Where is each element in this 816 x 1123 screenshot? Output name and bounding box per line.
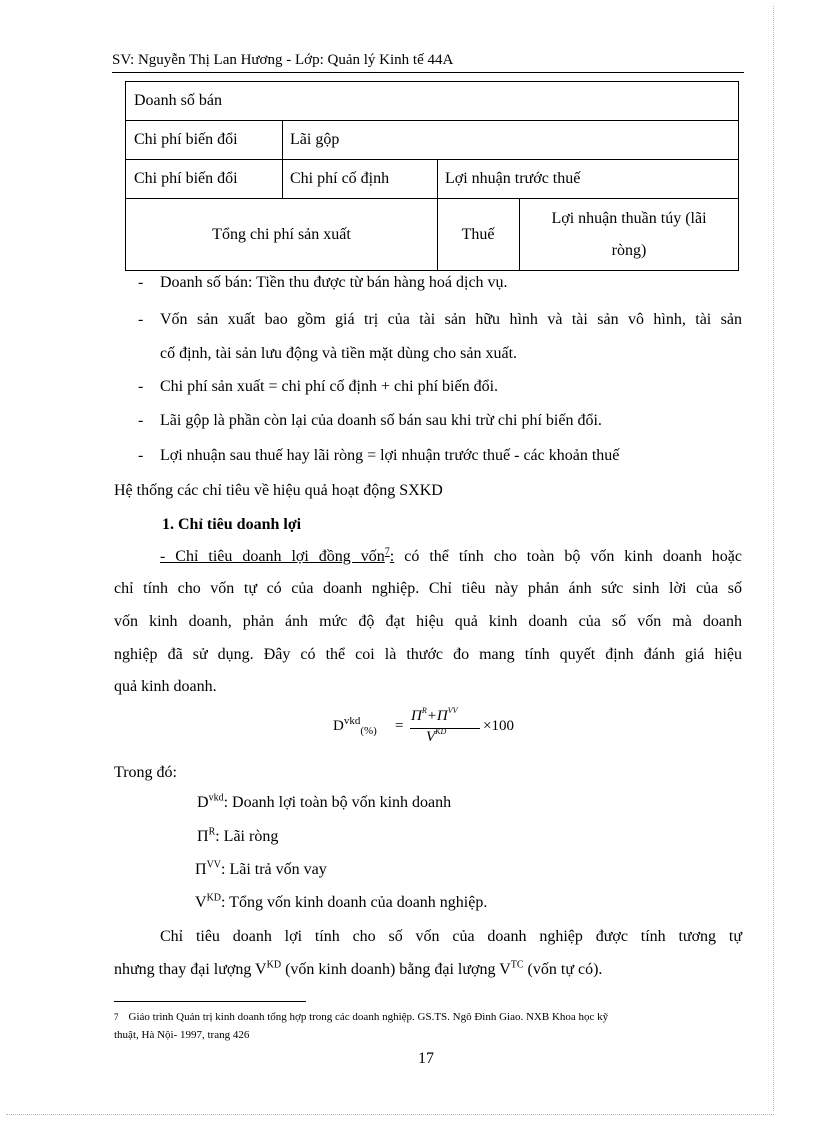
running-header: SV: Nguyễn Thị Lan Hương - Lớp: Quản lý Kinh tế 44A	[112, 52, 454, 68]
formula-denominator: $V^{KD}$	[426, 727, 447, 745]
bullet-gross-profit: Lãi gộp là phần còn lại của doanh số bán sau khi trừ chi phí biến đổi.	[160, 412, 602, 429]
def-total-capital: $V^{KD}$: Tổng vốn kinh doanh của doanh nghiệp.	[195, 892, 488, 911]
bullet-dash: -	[138, 311, 144, 328]
net-profit-line-2: ròng)	[611, 241, 647, 259]
para1-line-1: - Chỉ tiêu doanh lợi đồng vốn$^7$: có thể tính cho toàn bộ vốn kinh doanh hoặc	[160, 546, 743, 565]
bullet-dash: -	[138, 274, 144, 291]
footnote-rule	[114, 1001, 306, 1002]
formula-numerator: $\Pi^R+\Pi^{VV}$	[411, 706, 458, 724]
bullet-dash: -	[138, 447, 144, 464]
table-cell-sales: Doanh số bán	[134, 92, 222, 109]
table-rule	[282, 120, 283, 198]
def-net-profit: $\Pi^R$: Lãi ròng	[197, 826, 279, 845]
bullet-capital-line-2: cố định, tài sản lưu động và tiền mặt dùng cho sản xuất.	[160, 345, 518, 362]
formula-equals: =	[395, 718, 404, 734]
formula-lhs: $D^{vkd}_{(\%)}$	[333, 715, 377, 737]
def-dvkd: $D^{vkd}$: Doanh lợi toàn bộ vốn kinh doanh	[197, 792, 452, 811]
page-shadow-right	[773, 6, 774, 1111]
def-loan-interest: $\Pi^{VV}$: Lãi trả vốn vay	[195, 859, 327, 878]
para1-line-5: quả kinh doanh.	[114, 678, 217, 695]
page-shadow-bottom	[6, 1114, 774, 1115]
footnote-line-1: 7 Giáo trình Quản trị kinh doanh tổng hợp trong các doanh nghiệp. GS.TS. Ngô Đình Giao. NXB Khoa học kỹ	[114, 1011, 609, 1023]
section-line: Hệ thống các chỉ tiêu về hiệu quả hoạt động SXKD	[114, 482, 443, 499]
para1-line-2: chỉ tính cho vốn tự có của doanh nghiệp. Chỉ tiêu này phản ánh sức sinh lời của số	[114, 580, 742, 597]
bullet-production-cost: Chi phí sản xuất = chi phí cố định + chi phí biến đổi.	[160, 378, 499, 395]
bullet-sales: Doanh số bán: Tiền thu được từ bán hàng hoá dịch vụ.	[160, 274, 508, 291]
table-cell-pretax-profit: Lợi nhuận trước thuế	[445, 169, 581, 187]
footnote-ref[interactable]: 7	[384, 546, 390, 558]
table-cell-total-cost: Tổng chi phí sản xuất	[212, 225, 351, 243]
para2-line-2: nhưng thay đại lượng $V^{KD}$ (vốn kinh doanh) bằng đại lượng $V^{TC}$ (vốn tự có).	[114, 959, 603, 978]
table-cell-gross-profit: Lãi gộp	[290, 130, 340, 148]
para1-line-3: vốn kinh doanh, phản ánh mức độ đạt hiệu quả kinh doanh của số vốn mà doanh	[114, 613, 742, 630]
bullet-capital-line-1: Vốn sản xuất bao gồm giá trị của tài sản hữu hình và tài sản vô hình, tài sản	[160, 311, 742, 328]
formula-multiplier: ×100	[483, 718, 514, 734]
table-cell-variable-cost: Chi phí biến đổi	[134, 169, 238, 187]
bullet-dash: -	[138, 412, 144, 429]
para1-line-4: nghiệp đã sử dụng. Đây có thể coi là thước đo mang tính quyết định đánh giá hiệu	[114, 646, 742, 663]
table-cell-variable-cost: Chi phí biến đổi	[134, 130, 238, 148]
para2-line-1: Chỉ tiêu doanh lợi tính cho số vốn của doanh nghiệp được tính tương tự	[160, 928, 742, 945]
table-cell-tax: Thuế	[461, 225, 495, 243]
formula-dvkd	[333, 706, 533, 750]
footnote	[114, 1008, 744, 1044]
header-rule	[112, 72, 744, 73]
where-label: Trong đó:	[114, 764, 177, 781]
table-cell-fixed-cost: Chi phí cố định	[290, 169, 390, 187]
table-cell-net-profit	[519, 198, 739, 271]
profit-structure-table	[125, 81, 739, 271]
footnote-number: 7	[114, 1012, 119, 1022]
para1-lead: - Chỉ tiêu doanh lợi đồng vốn	[160, 548, 385, 565]
bullet-net-profit: Lợi nhuận sau thuế hay lãi ròng = lợi nhuận trước thuế - các khoản thuế	[160, 447, 620, 464]
bullet-dash: -	[138, 378, 144, 395]
page-number: 17	[418, 1050, 434, 1067]
net-profit-line-1: Lợi nhuận thuần túy (lãi	[551, 209, 707, 227]
heading-profitability: 1. Chỉ tiêu doanh lợi	[162, 516, 302, 533]
footnote-line-2: thuật, Hà Nội- 1997, trang 426	[114, 1029, 250, 1041]
